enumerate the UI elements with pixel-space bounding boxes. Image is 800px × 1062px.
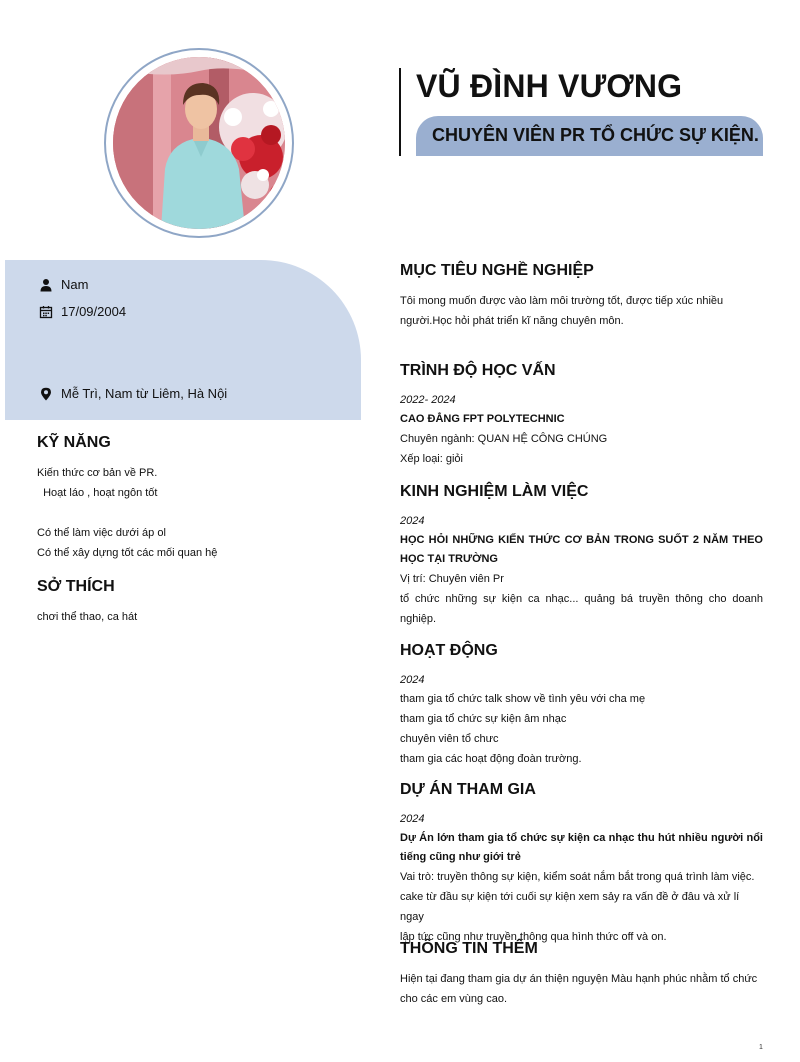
projects-heading: DỰ ÁN THAM GIA	[400, 781, 536, 798]
education-rank: Xếp loại: giỏi	[400, 453, 463, 465]
skill-item: Kiến thức cơ bản về PR.	[37, 467, 158, 479]
hobbies-text: chơi thể thao, ca hát	[37, 611, 138, 623]
project-title: Dự Án lớn tham gia tổ chức sự kiện ca nhạc thu hút nhiều người nổi tiếng cũng như giới trẻ	[400, 832, 763, 863]
objective-heading: MỤC TIÊU NGHỀ NGHIỆP	[400, 262, 594, 279]
gender-row	[39, 277, 88, 292]
education-block	[400, 391, 763, 468]
address-row	[39, 386, 227, 401]
objective-line: người.Học hỏi phát triển kĩ năng chuyên môn.	[400, 315, 624, 327]
activity-item: tham gia tổ chức talk show về tình yêu với cha mẹ	[400, 693, 646, 705]
activity-item: chuyên viên tổ chưc	[400, 733, 499, 745]
address-value: Mễ Trì, Nam từ Liêm, Hà Nội	[61, 386, 228, 401]
education-school: CAO ĐẲNG FPT POLYTECHNIC	[400, 413, 565, 425]
experience-description: tổ chức những sự kiện ca nhạc... quảng bá truyền thông cho doanh nghiệp.	[400, 593, 763, 625]
activity-item: tham gia tổ chức sự kiện âm nhạc	[400, 713, 567, 725]
experience-position: Vị trí: Chuyên viên Pr	[400, 573, 504, 585]
experience-title: HỌC HỎI NHỮNG KIẾN THỨC CƠ BẢN TRONG SUỐT 2 NĂM THEO HỌC TẠI TRƯỜNG	[400, 534, 763, 565]
activity-item: tham gia các hoạt động đoàn trường.	[400, 753, 582, 765]
projects-block	[400, 810, 763, 947]
skill-item: Có thể xây dựng tốt các mối quan hệ	[37, 547, 218, 559]
name-divider	[399, 68, 401, 156]
extra-info-line: cho các em vùng cao.	[400, 993, 508, 1005]
project-detail: lập tức cũng như truyền thông qua hình thức off và on.	[400, 931, 667, 943]
activities-year: 2024	[400, 674, 425, 686]
project-detail: cake từ đầu sự kiện tới cuối sự kiện xem sảy ra vấn đề ở đâu và xử lí ngay	[400, 891, 740, 923]
skill-item: Có thể làm việc dưới áp ol	[37, 527, 166, 539]
skill-item: Hoạt láo , hoạt ngôn tốt	[37, 487, 158, 499]
location-pin-icon	[39, 387, 53, 401]
job-title: CHUYÊN VIÊN PR TỔ CHỨC SỰ KIỆN.	[432, 125, 759, 145]
project-role: Vai trò: truyền thông sự kiện, kiểm soát nắm bắt trong quá trình làm việc.	[400, 871, 755, 883]
gender-value: Nam	[61, 277, 89, 292]
objective-text	[400, 291, 763, 331]
profile-photo	[113, 57, 285, 229]
extra-info-text	[400, 969, 763, 1009]
page-number: 1	[759, 1044, 763, 1051]
activities-block	[400, 671, 763, 769]
full-name: VŨ ĐÌNH VƯƠNG	[416, 68, 683, 104]
calendar-icon	[39, 305, 53, 319]
personal-info-panel	[5, 260, 361, 420]
education-heading: TRÌNH ĐỘ HỌC VẤN	[400, 362, 556, 379]
experience-block	[400, 512, 763, 629]
objective-line: Tôi mong muốn được vào làm môi trường tốt, được tiếp xúc nhiều	[400, 295, 724, 307]
experience-year: 2024	[400, 515, 425, 527]
projects-year: 2024	[400, 813, 425, 825]
avatar	[113, 57, 285, 229]
user-icon	[39, 278, 53, 292]
job-title-banner	[416, 116, 763, 156]
birthday-value: 17/09/2004	[61, 304, 127, 319]
skills-heading: KỸ NĂNG	[37, 434, 111, 451]
birthday-row	[39, 304, 126, 319]
experience-heading: KINH NGHIỆM LÀM VIỆC	[400, 483, 589, 500]
activities-heading: HOẠT ĐỘNG	[400, 642, 498, 659]
extra-info-heading: THÔNG TIN THÊM	[400, 940, 538, 957]
education-year: 2022- 2024	[400, 394, 456, 406]
education-major: Chuyên ngành: QUAN HỆ CÔNG CHÚNG	[400, 433, 608, 445]
hobbies-heading: SỞ THÍCH	[37, 578, 115, 595]
avatar-frame	[104, 48, 294, 238]
extra-info-line: Hiện tại đang tham gia dự án thiện nguyện Màu hạnh phúc nhằm tổ chức	[400, 973, 758, 985]
